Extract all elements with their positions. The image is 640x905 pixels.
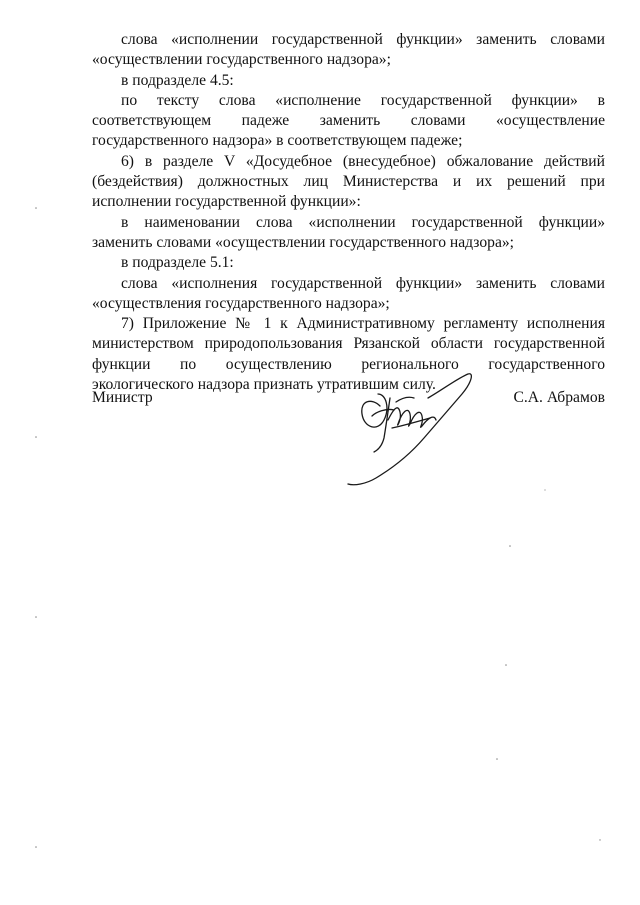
paragraph: слова «исполнения государственной функции» заменить словами «осуществления государственного надзора»; (92, 274, 605, 312)
paragraph: в подразделе 4.5: (121, 71, 234, 89)
paragraph: в подразделе 5.1: (121, 254, 234, 272)
document-body (92, 30, 605, 395)
paragraph: в наименовании слова «исполнении государственной функции» заменить словами «осуществлении государственного надзора»; (92, 213, 605, 251)
handwritten-signature (332, 368, 482, 486)
paragraph: слова «исполнении государственной функции» заменить словами «осуществлении государственного надзора»; (92, 31, 605, 69)
paragraph: по тексту слова «исполнение государственной функции» в соответствующем падеже заменить словами «осуществление государственного надзора» в соответствующем падеже; (92, 91, 605, 150)
paragraph: 6) в разделе V «Досудебное (внесудебное) обжалование действий (бездействия) должностных лиц Министерства и их решений при исполнении государственной функции»: (92, 152, 605, 211)
signatory-title: Министр (92, 389, 153, 406)
paragraph: 7) Приложение № 1 к Административному регламенту исполнения министерством природопользования Рязанской области государственной функции по осуществлению регионального государственного экологического надзора признать утратившим силу. (92, 315, 605, 394)
signatory-name: С.А. Абрамов (513, 389, 605, 406)
